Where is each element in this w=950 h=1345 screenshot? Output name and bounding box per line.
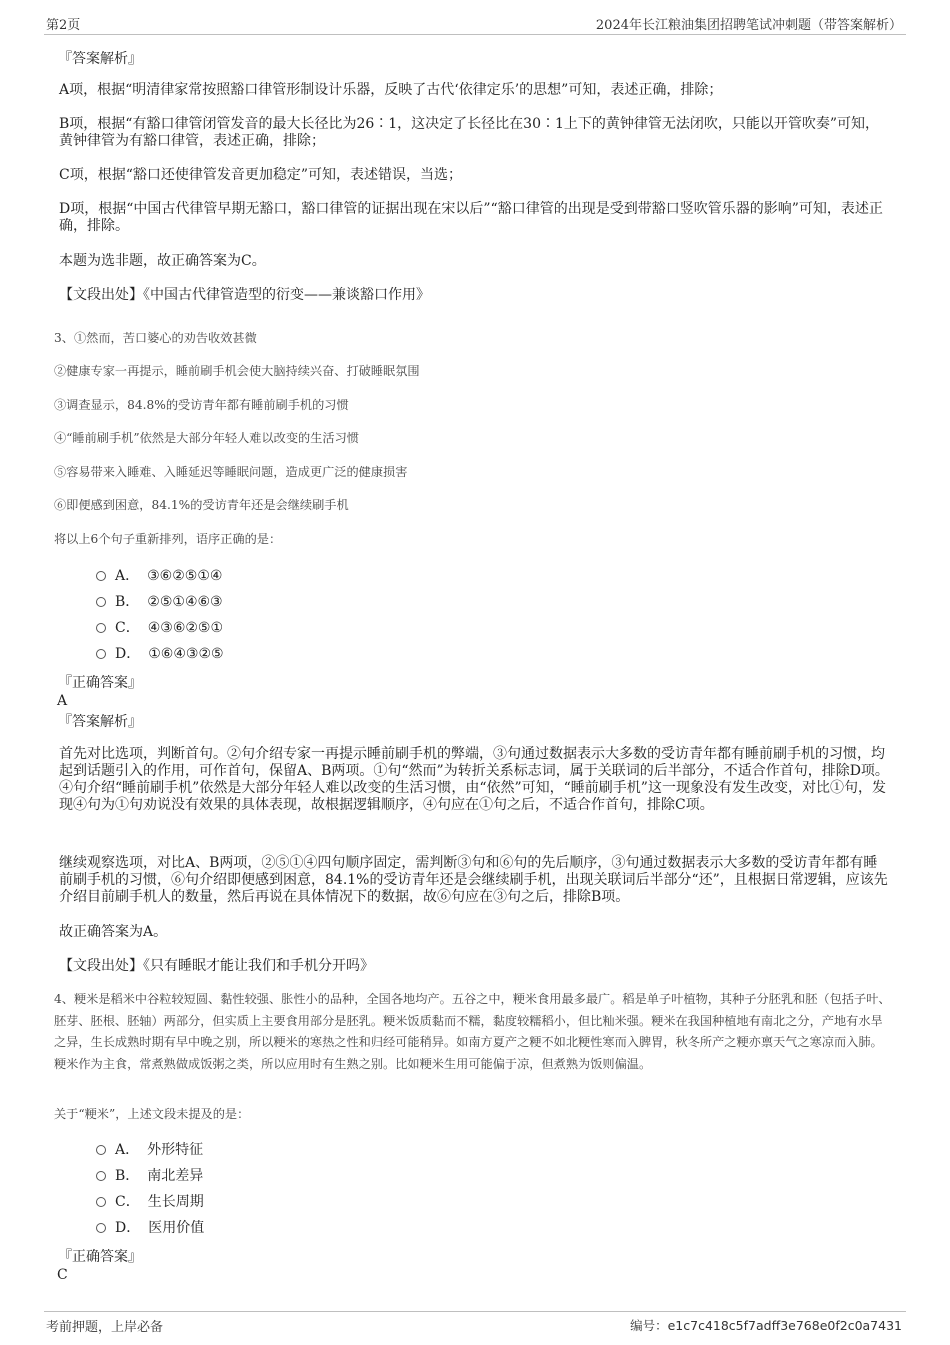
passage-source: 【文段出处】《中国古代律管造型的衍变——兼谈豁口作用》 <box>59 287 430 303</box>
answer-label: 『正确答案』 <box>58 1249 142 1265</box>
analysis-option-a: A项，根据“明清律家常按照豁口律管形制设计乐器，反映了古代‘依律定乐’的思想”可知，表述正确，排除； <box>59 82 723 98</box>
page-footer <box>44 1311 906 1336</box>
page-header <box>44 12 906 35</box>
q3-stem: 将以上6个句子重新排列，语序正确的是： <box>54 532 282 546</box>
q4-option-b[interactable]: B． 南北差异 <box>96 1167 203 1185</box>
q3-option-c[interactable]: C． ④③⑥②⑤① <box>96 619 223 637</box>
q3-option-a[interactable]: A． ③⑥②⑤①④ <box>96 567 222 585</box>
radio-icon[interactable] <box>96 597 106 607</box>
q3-sentence-4: ④“睡前刷手机”依然是大部分年轻人难以改变的生活习惯 <box>54 431 359 445</box>
radio-icon[interactable] <box>96 571 106 581</box>
answer-value: A <box>57 693 68 709</box>
q3-option-b[interactable]: B． ②⑤①④⑥③ <box>96 593 223 611</box>
q3-sentence-3: ③调查显示，84.8%的受访青年都有睡前刷手机的习惯 <box>54 398 349 412</box>
answer-label: 『正确答案』 <box>58 675 142 691</box>
document-title: 2024年长江粮油集团招聘笔试冲刺题（带答案解析） <box>595 18 902 33</box>
radio-icon[interactable] <box>96 1197 106 1207</box>
answer-value: C <box>57 1267 68 1283</box>
q3-option-d[interactable]: D． ①⑥④③②⑤ <box>96 645 224 663</box>
q3-analysis-para-2: 继续观察选项，对比A、B两项，②⑤①④四句顺序固定，需判断③句和⑥句的先后顺序，③句通过数据表示大多数的受访青年都有睡前刷手机的习惯，⑥句介绍即便感到困意，84.1%的受访青年还是会继续刷手机，出现关联词后半部分“还”，且根据日常逻辑，应该先介绍目前刷手机人的数量，然后再说在具体情况下的数据，故⑥句应在③句之后，排除B项。 <box>59 855 888 905</box>
document-code: 编号：e1c7c418c5f7adff3e768e0f2c0a7431 <box>630 1318 902 1333</box>
q4-option-a[interactable]: A． 外形特征 <box>96 1141 203 1159</box>
page-number: 第2页 <box>46 18 81 33</box>
analysis-option-d: D项，根据“中国古代律管早期无豁口，豁口律管的证据出现在宋以后”“豁口律管的出现是受到带豁口竖吹管乐器的影响”可知，表述正确，排除。 <box>59 201 883 234</box>
q4-passage: 4、粳米是稻米中谷粒较短圆、黏性较强、胀性小的品种，全国各地均产。五谷之中，粳米食用最多最广。稻是单子叶植物，其种子分胚乳和胚（包括子叶、胚芽、胚根、胚轴）两部分，但实质上主要食用部分是胚乳。粳米饭质黏而不糯，黏度较糯稻小，但比籼米强。粳米在我国种植地有南北之分，产地有水旱之异，生长成熟时期有早中晚之别，所以粳米的寒热之性和归经可能稍异。如南方夏产之粳不如北粳性寒而入脾胃，秋冬所产之粳亦禀天气之寒凉而入肺。粳米作为主食，常煮熟做成饭粥之类，所以应用时有生熟之别。比如粳米生用可能偏于凉，但煮熟为饭则偏温。 <box>54 992 891 1071</box>
analysis-label: 『答案解析』 <box>58 51 142 67</box>
q3-sentence-1: 3、①然而，苦口婆心的劝告收效甚微 <box>54 331 257 345</box>
radio-icon[interactable] <box>96 623 106 633</box>
radio-icon[interactable] <box>96 1171 106 1181</box>
q4-option-d[interactable]: D． 医用价值 <box>96 1219 204 1237</box>
analysis-conclusion: 本题为选非题，故正确答案为C。 <box>59 253 266 269</box>
radio-icon[interactable] <box>96 1223 106 1233</box>
q4-stem: 关于“粳米”，上述文段未提及的是： <box>54 1107 250 1121</box>
analysis-label: 『答案解析』 <box>58 714 142 730</box>
q3-analysis-para-1: 首先对比选项，判断首句。②句介绍专家一再提示睡前刷手机的弊端，③句通过数据表示大多数的受访青年都有睡前刷手机的习惯，均起到话题引入的作用，可作首句，保留A、B两项。①句“然而”为转折关系标志词，属于关联词的后半部分，不适合作首句，排除D项。④句介绍“睡前刷手机”依然是大部分年轻人难以改变的生活习惯，由“依然”可知，“睡前刷手机”这一现象没有发生改变，对比①句，发现④句为①句劝说没有效果的具体表现，故根据逻辑顺序，④句应在①句之后，不适合作首句，排除C项。 <box>59 746 889 813</box>
analysis-option-b: B项，根据“有豁口律管闭管发音的最大长径比为26∶1，这决定了长径比在30∶1上下的黄钟律管无法闭吹，只能以开管吹奏”可知，黄钟律管为有豁口律管，表述正确，排除； <box>59 116 880 149</box>
q3-sentence-6: ⑥即便感到困意，84.1%的受访青年还是会继续刷手机 <box>54 498 349 512</box>
q3-sentence-2: ②健康专家一再提示，睡前刷手机会使大脑持续兴奋、打破睡眠氛围 <box>54 364 420 378</box>
radio-icon[interactable] <box>96 649 106 659</box>
footer-slogan: 考前押题，上岸必备 <box>46 1320 164 1335</box>
analysis-option-c: C项，根据“豁口还使律管发音更加稳定”可知，表述错误，当选； <box>59 167 463 183</box>
q4-option-c[interactable]: C． 生长周期 <box>96 1193 204 1211</box>
radio-icon[interactable] <box>96 1145 106 1155</box>
q3-sentence-5: ⑤容易带来入睡难、入睡延迟等睡眠问题，造成更广泛的健康损害 <box>54 465 408 479</box>
q3-source: 【文段出处】《只有睡眠才能让我们和手机分开吗》 <box>59 958 374 974</box>
q3-conclusion: 故正确答案为A。 <box>59 924 168 940</box>
